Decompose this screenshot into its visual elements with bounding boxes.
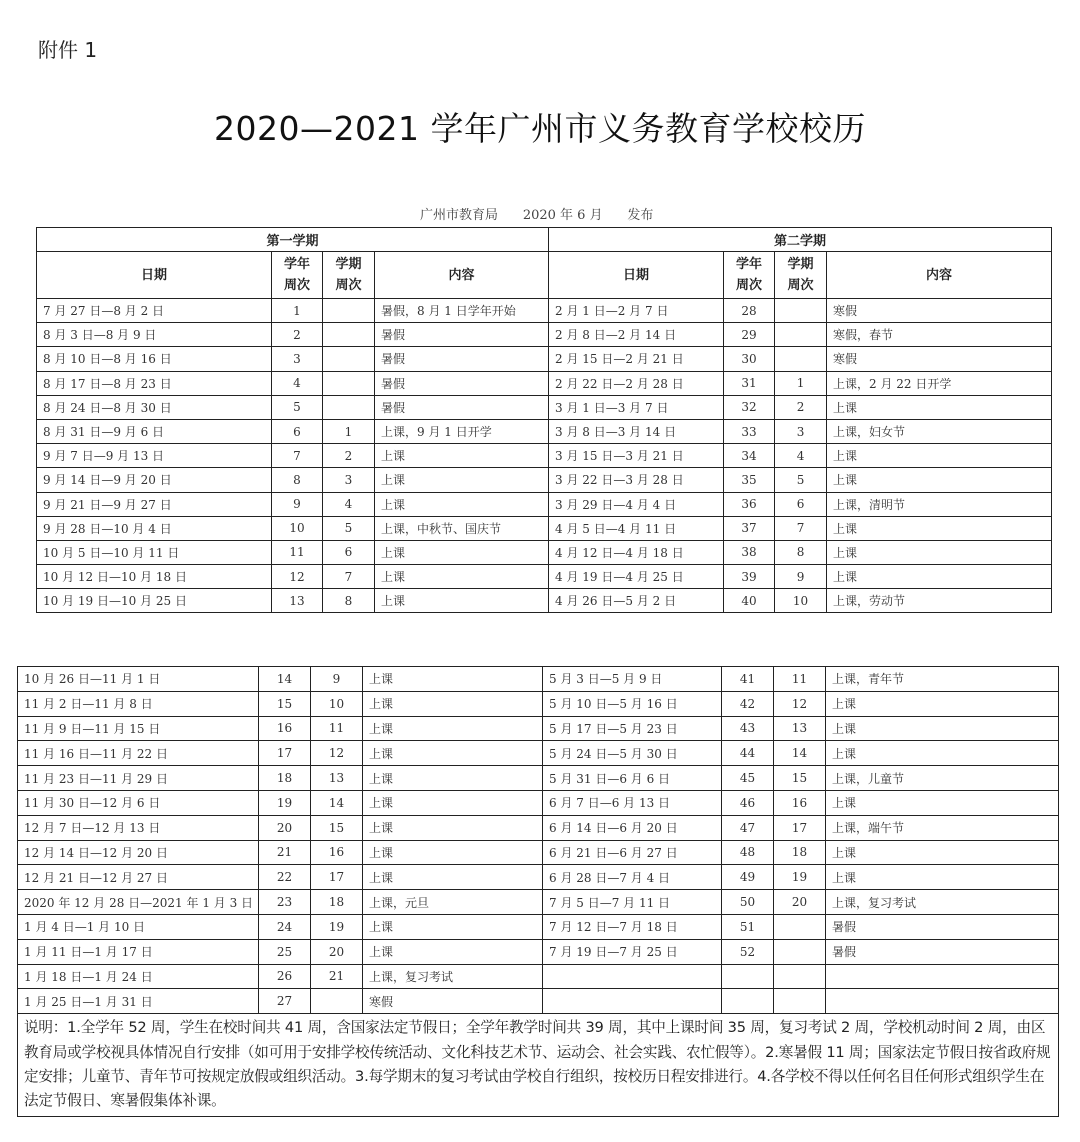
col-term-week: 学期 周次 — [775, 252, 827, 299]
content-cell: 上课，端午节 — [826, 815, 1059, 840]
date-cell: 4 月 19 日—4 月 25 日 — [549, 565, 724, 589]
year-week-cell: 40 — [724, 589, 775, 613]
table-row — [18, 840, 1059, 865]
content-cell: 上课 — [363, 939, 543, 964]
date-cell: 3 月 1 日—3 月 7 日 — [549, 395, 724, 419]
date-cell: 8 月 24 日—8 月 30 日 — [37, 395, 272, 419]
content-cell: 上课，劳动节 — [827, 589, 1052, 613]
table-row — [18, 815, 1059, 840]
date-cell: 5 月 31 日—6 月 6 日 — [543, 766, 722, 791]
term-week-cell: 16 — [774, 790, 826, 815]
content-cell: 上课，青年节 — [826, 667, 1059, 692]
semester-header-row — [37, 228, 1052, 252]
date-cell: 6 月 21 日—6 月 27 日 — [543, 840, 722, 865]
content-cell: 上课 — [375, 589, 549, 613]
table-row — [18, 667, 1059, 692]
year-week-cell: 41 — [722, 667, 774, 692]
table-row — [37, 468, 1052, 492]
date-cell: 1 月 18 日—1 月 24 日 — [18, 964, 259, 989]
content-cell: 上课 — [827, 395, 1052, 419]
page-title: 2020—2021 学年广州市义务教育学校校历 — [214, 109, 866, 148]
col-date: 日期 — [549, 252, 724, 299]
year-week-cell: 14 — [259, 667, 311, 692]
term-week-cell: 12 — [774, 691, 826, 716]
table-row — [37, 444, 1052, 468]
term-week-cell — [323, 299, 375, 323]
term-week-cell: 10 — [311, 691, 363, 716]
year-week-cell: 39 — [724, 565, 775, 589]
date-cell: 5 月 3 日—5 月 9 日 — [543, 667, 722, 692]
date-cell: 2 月 1 日—2 月 7 日 — [549, 299, 724, 323]
col-content: 内容 — [827, 252, 1052, 299]
date-cell: 7 月 12 日—7 月 18 日 — [543, 914, 722, 939]
term-week-cell: 13 — [774, 716, 826, 741]
content-cell: 上课，元旦 — [363, 890, 543, 915]
content-cell: 上课 — [827, 444, 1052, 468]
date-cell: 4 月 5 日—4 月 11 日 — [549, 516, 724, 540]
year-week-cell: 45 — [722, 766, 774, 791]
col-year-week: 学年 周次 — [272, 252, 323, 299]
date-cell: 9 月 7 日—9 月 13 日 — [37, 444, 272, 468]
publisher-action: 发布 — [627, 208, 654, 223]
term-week-cell: 2 — [323, 444, 375, 468]
year-week-cell: 35 — [724, 468, 775, 492]
year-week-cell: 48 — [722, 840, 774, 865]
term-week-cell — [775, 299, 827, 323]
year-week-cell: 15 — [259, 691, 311, 716]
table-row — [37, 323, 1052, 347]
term-week-cell: 6 — [323, 540, 375, 564]
content-cell: 上课 — [363, 691, 543, 716]
content-cell: 寒假 — [827, 299, 1052, 323]
term-week-cell — [775, 323, 827, 347]
year-week-cell: 1 — [272, 299, 323, 323]
year-week-cell: 6 — [272, 419, 323, 443]
date-cell: 9 月 28 日—10 月 4 日 — [37, 516, 272, 540]
table-row — [37, 565, 1052, 589]
table-row — [37, 371, 1052, 395]
year-week-cell: 10 — [272, 516, 323, 540]
table-row — [18, 865, 1059, 890]
year-week-cell: 11 — [272, 540, 323, 564]
year-week-cell: 17 — [259, 741, 311, 766]
table-row — [18, 914, 1059, 939]
content-cell: 上课 — [826, 741, 1059, 766]
year-week-cell: 20 — [259, 815, 311, 840]
content-cell: 寒假，春节 — [827, 323, 1052, 347]
year-week-cell: 44 — [722, 741, 774, 766]
date-cell: 10 月 5 日—10 月 11 日 — [37, 540, 272, 564]
year-week-cell: 4 — [272, 371, 323, 395]
year-week-cell: 29 — [724, 323, 775, 347]
content-cell: 上课 — [375, 565, 549, 589]
term-week-cell: 13 — [311, 766, 363, 791]
date-cell: 8 月 3 日—8 月 9 日 — [37, 323, 272, 347]
content-cell: 上课 — [827, 516, 1052, 540]
term-week-cell: 18 — [311, 890, 363, 915]
year-week-cell: 33 — [724, 419, 775, 443]
term-week-cell: 3 — [323, 468, 375, 492]
table-row — [37, 299, 1052, 323]
content-cell: 上课 — [375, 540, 549, 564]
date-cell: 2 月 8 日—2 月 14 日 — [549, 323, 724, 347]
second-semester-heading: 第二学期 — [549, 228, 1052, 252]
term-week-cell: 5 — [323, 516, 375, 540]
year-week-cell: 32 — [724, 395, 775, 419]
year-week-cell: 7 — [272, 444, 323, 468]
table-row — [18, 989, 1059, 1014]
content-cell: 上课 — [375, 492, 549, 516]
column-header-row — [37, 252, 1052, 299]
table-row — [18, 790, 1059, 815]
content-cell: 上课 — [363, 815, 543, 840]
table-row — [18, 741, 1059, 766]
date-cell: 8 月 31 日—9 月 6 日 — [37, 419, 272, 443]
col-content: 内容 — [375, 252, 549, 299]
year-week-cell: 46 — [722, 790, 774, 815]
year-week-cell: 38 — [724, 540, 775, 564]
content-cell: 上课，9 月 1 日开学 — [375, 419, 549, 443]
term-week-cell: 17 — [774, 815, 826, 840]
term-week-cell — [311, 989, 363, 1014]
year-week-cell: 3 — [272, 347, 323, 371]
content-cell: 上课 — [363, 716, 543, 741]
term-week-cell: 9 — [311, 667, 363, 692]
year-week-cell: 23 — [259, 890, 311, 915]
year-week-cell: 25 — [259, 939, 311, 964]
date-cell: 12 月 7 日—12 月 13 日 — [18, 815, 259, 840]
content-cell: 暑假 — [826, 914, 1059, 939]
content-cell: 寒假 — [827, 347, 1052, 371]
col-term-week: 学期 周次 — [323, 252, 375, 299]
term-week-cell: 6 — [775, 492, 827, 516]
content-cell — [826, 989, 1059, 1014]
term-week-cell: 7 — [775, 516, 827, 540]
year-week-cell: 26 — [259, 964, 311, 989]
content-cell: 上课，复习考试 — [826, 890, 1059, 915]
date-cell: 11 月 23 日—11 月 29 日 — [18, 766, 259, 791]
table-row — [18, 964, 1059, 989]
content-cell: 暑假 — [375, 395, 549, 419]
date-cell: 3 月 8 日—3 月 14 日 — [549, 419, 724, 443]
year-week-cell: 2 — [272, 323, 323, 347]
year-week-cell: 30 — [724, 347, 775, 371]
term-week-cell — [774, 964, 826, 989]
year-week-cell: 8 — [272, 468, 323, 492]
term-week-cell: 7 — [323, 565, 375, 589]
term-week-cell: 14 — [311, 790, 363, 815]
date-cell: 8 月 10 日—8 月 16 日 — [37, 347, 272, 371]
date-cell: 10 月 12 日—10 月 18 日 — [37, 565, 272, 589]
content-cell — [826, 964, 1059, 989]
table-row — [18, 939, 1059, 964]
term-week-cell: 4 — [323, 492, 375, 516]
content-cell: 暑假，8 月 1 日学年开始 — [375, 299, 549, 323]
date-cell: 4 月 12 日—4 月 18 日 — [549, 540, 724, 564]
year-week-cell: 21 — [259, 840, 311, 865]
term-week-cell — [774, 939, 826, 964]
term-week-cell: 5 — [775, 468, 827, 492]
term-week-cell — [323, 347, 375, 371]
date-cell: 1 月 25 日—1 月 31 日 — [18, 989, 259, 1014]
date-cell: 3 月 15 日—3 月 21 日 — [549, 444, 724, 468]
term-week-cell: 4 — [775, 444, 827, 468]
date-cell: 9 月 21 日—9 月 27 日 — [37, 492, 272, 516]
year-week-cell: 9 — [272, 492, 323, 516]
year-week-cell: 49 — [722, 865, 774, 890]
term-week-cell: 9 — [775, 565, 827, 589]
date-cell: 11 月 30 日—12 月 6 日 — [18, 790, 259, 815]
term-week-cell: 10 — [775, 589, 827, 613]
date-cell: 5 月 24 日—5 月 30 日 — [543, 741, 722, 766]
term-week-cell: 8 — [775, 540, 827, 564]
bottom-table-body — [18, 667, 1059, 1014]
year-week-cell: 28 — [724, 299, 775, 323]
table-row — [37, 589, 1052, 613]
content-cell: 上课 — [826, 790, 1059, 815]
content-cell: 上课 — [375, 468, 549, 492]
year-week-cell: 51 — [722, 914, 774, 939]
table-row — [37, 395, 1052, 419]
term-week-cell: 18 — [774, 840, 826, 865]
date-cell: 6 月 28 日—7 月 4 日 — [543, 865, 722, 890]
year-week-cell: 36 — [724, 492, 775, 516]
publisher-issuer: 广州市教育局 — [420, 208, 499, 223]
date-cell: 7 月 27 日—8 月 2 日 — [37, 299, 272, 323]
date-cell: 11 月 2 日—11 月 8 日 — [18, 691, 259, 716]
content-cell: 上课 — [827, 565, 1052, 589]
date-cell: 4 月 26 日—5 月 2 日 — [549, 589, 724, 613]
term-week-cell — [774, 914, 826, 939]
year-week-cell: 50 — [722, 890, 774, 915]
term-week-cell: 12 — [311, 741, 363, 766]
date-cell: 7 月 19 日—7 月 25 日 — [543, 939, 722, 964]
term-week-cell — [323, 371, 375, 395]
term-week-cell: 20 — [774, 890, 826, 915]
date-cell: 1 月 11 日—1 月 17 日 — [18, 939, 259, 964]
content-cell: 上课 — [827, 468, 1052, 492]
content-cell: 上课 — [827, 540, 1052, 564]
term-week-cell: 11 — [311, 716, 363, 741]
year-week-cell: 24 — [259, 914, 311, 939]
term-week-cell: 14 — [774, 741, 826, 766]
year-week-cell: 34 — [724, 444, 775, 468]
date-cell — [543, 989, 722, 1014]
content-cell: 上课 — [363, 741, 543, 766]
date-cell: 5 月 10 日—5 月 16 日 — [543, 691, 722, 716]
year-week-cell: 31 — [724, 371, 775, 395]
date-cell: 11 月 16 日—11 月 22 日 — [18, 741, 259, 766]
table-row — [18, 890, 1059, 915]
content-cell: 上课 — [363, 914, 543, 939]
term-week-cell: 17 — [311, 865, 363, 890]
first-semester-heading: 第一学期 — [37, 228, 549, 252]
content-cell: 上课 — [363, 790, 543, 815]
date-cell: 8 月 17 日—8 月 23 日 — [37, 371, 272, 395]
attachment-label: 附件 1 — [38, 38, 98, 62]
term-week-cell — [323, 323, 375, 347]
table-row — [18, 716, 1059, 741]
content-cell: 上课 — [363, 766, 543, 791]
term-week-cell: 8 — [323, 589, 375, 613]
year-week-cell: 43 — [722, 716, 774, 741]
term-week-cell: 1 — [323, 419, 375, 443]
year-week-cell: 5 — [272, 395, 323, 419]
date-cell: 2 月 22 日—2 月 28 日 — [549, 371, 724, 395]
year-week-cell: 13 — [272, 589, 323, 613]
content-cell: 上课 — [363, 840, 543, 865]
content-cell: 上课 — [826, 865, 1059, 890]
content-cell: 上课，儿童节 — [826, 766, 1059, 791]
date-cell: 10 月 19 日—10 月 25 日 — [37, 589, 272, 613]
content-cell: 上课 — [826, 840, 1059, 865]
year-week-cell: 12 — [272, 565, 323, 589]
content-cell: 上课 — [375, 444, 549, 468]
date-cell: 2 月 15 日—2 月 21 日 — [549, 347, 724, 371]
publisher-line — [420, 204, 653, 223]
content-cell: 上课 — [363, 865, 543, 890]
date-cell: 9 月 14 日—9 月 20 日 — [37, 468, 272, 492]
term-week-cell: 19 — [774, 865, 826, 890]
content-cell: 上课，清明节 — [827, 492, 1052, 516]
content-cell: 暑假 — [375, 347, 549, 371]
term-week-cell: 3 — [775, 419, 827, 443]
content-cell: 上课 — [363, 667, 543, 692]
term-week-cell: 20 — [311, 939, 363, 964]
term-week-cell — [323, 395, 375, 419]
content-cell: 上课，复习考试 — [363, 964, 543, 989]
date-cell: 6 月 14 日—6 月 20 日 — [543, 815, 722, 840]
year-week-cell: 18 — [259, 766, 311, 791]
date-cell: 7 月 5 日—7 月 11 日 — [543, 890, 722, 915]
year-week-cell: 47 — [722, 815, 774, 840]
table-row — [37, 540, 1052, 564]
top-table-body — [37, 299, 1052, 613]
date-cell — [543, 964, 722, 989]
date-cell: 3 月 29 日—4 月 4 日 — [549, 492, 724, 516]
table-row — [18, 691, 1059, 716]
term-week-cell — [775, 347, 827, 371]
table-row — [18, 766, 1059, 791]
year-week-cell — [722, 989, 774, 1014]
content-cell: 暑假 — [375, 371, 549, 395]
date-cell: 5 月 17 日—5 月 23 日 — [543, 716, 722, 741]
term-week-cell: 15 — [774, 766, 826, 791]
term-week-cell: 1 — [775, 371, 827, 395]
calendar-table-top — [36, 227, 1052, 613]
content-cell: 上课，中秋节、国庆节 — [375, 516, 549, 540]
content-cell: 寒假 — [363, 989, 543, 1014]
date-cell: 12 月 14 日—12 月 20 日 — [18, 840, 259, 865]
publisher-date: 2020 年 6 月 — [522, 208, 603, 223]
table-row — [37, 492, 1052, 516]
date-cell: 12 月 21 日—12 月 27 日 — [18, 865, 259, 890]
term-week-cell: 19 — [311, 914, 363, 939]
calendar-table-bottom — [17, 666, 1059, 1117]
content-cell: 暑假 — [375, 323, 549, 347]
content-cell: 上课，妇女节 — [827, 419, 1052, 443]
col-year-week: 学年 周次 — [724, 252, 775, 299]
date-cell: 2020 年 12 月 28 日—2021 年 1 月 3 日 — [18, 890, 259, 915]
term-week-cell: 2 — [775, 395, 827, 419]
date-cell: 11 月 9 日—11 月 15 日 — [18, 716, 259, 741]
date-cell: 6 月 7 日—6 月 13 日 — [543, 790, 722, 815]
notes-row — [18, 1014, 1059, 1117]
col-date: 日期 — [37, 252, 272, 299]
year-week-cell: 37 — [724, 516, 775, 540]
year-week-cell: 27 — [259, 989, 311, 1014]
table-row — [37, 419, 1052, 443]
date-cell: 10 月 26 日—11 月 1 日 — [18, 667, 259, 692]
year-week-cell: 16 — [259, 716, 311, 741]
content-cell: 上课 — [826, 716, 1059, 741]
year-week-cell: 42 — [722, 691, 774, 716]
table-row — [37, 347, 1052, 371]
date-cell: 3 月 22 日—3 月 28 日 — [549, 468, 724, 492]
year-week-cell: 22 — [259, 865, 311, 890]
notes-text: 说明：1.全学年 52 周，学生在校时间共 41 周，含国家法定节假日；全学年教学时间共 39 周，其中上课时间 35 周，复习考试 2 周，学校机动时间 2 周，由区教育局或学校视具体情况自行安排（如可用于安排学校传统活动、文化科技艺术节、运动会、社会实践、农忙假等）。2.寒暑假 11 周；国家法定节假日按省政府规定安排；儿童节、青年节可按规定放假或组织活动。3.每学期末的复习考试由学校自行组织，按校历日程安排进行。4.各学校不得以任何名目任何形式组织学生在法定节假日、寒暑假集体补课。 — [18, 1014, 1059, 1117]
year-week-cell — [722, 964, 774, 989]
date-cell: 1 月 4 日—1 月 10 日 — [18, 914, 259, 939]
content-cell: 上课，2 月 22 日开学 — [827, 371, 1052, 395]
year-week-cell: 19 — [259, 790, 311, 815]
term-week-cell: 15 — [311, 815, 363, 840]
term-week-cell: 16 — [311, 840, 363, 865]
term-week-cell: 21 — [311, 964, 363, 989]
term-week-cell: 11 — [774, 667, 826, 692]
table-row — [37, 516, 1052, 540]
year-week-cell: 52 — [722, 939, 774, 964]
content-cell: 上课 — [826, 691, 1059, 716]
term-week-cell — [774, 989, 826, 1014]
content-cell: 暑假 — [826, 939, 1059, 964]
